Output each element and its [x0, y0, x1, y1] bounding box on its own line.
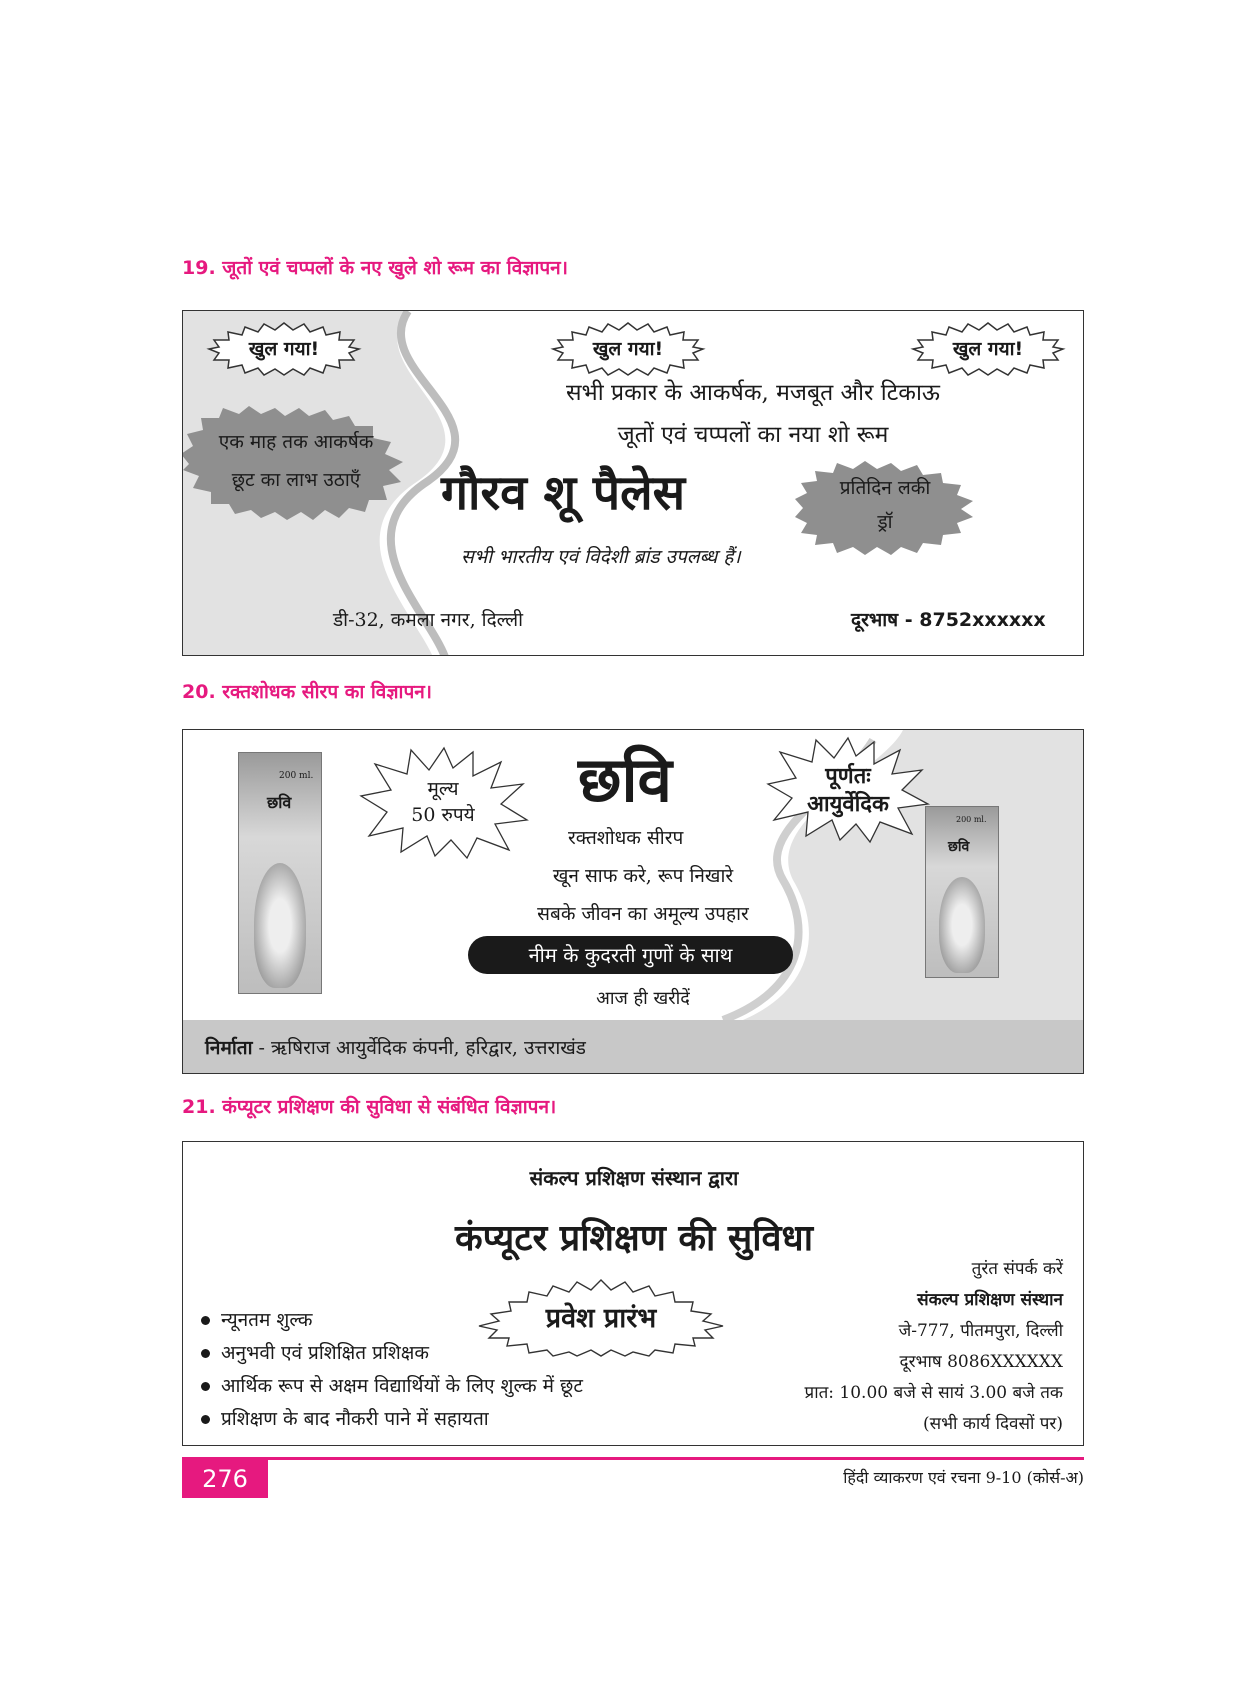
footer-rule: [182, 1457, 1084, 1460]
neem-pill: नीम के कुदरती गुणों के साथ: [468, 936, 793, 974]
opening-label: खुल गया!: [592, 338, 664, 360]
q19-heading: 19. जूतों एवं चप्पलों के नए खुले शो रूम का विज्ञापन।: [182, 257, 568, 279]
institute-byline: संकल्प प्रशिक्षण संस्थान द्वारा: [529, 1166, 739, 1190]
list-item: न्यूनतम शुल्क: [199, 1306, 583, 1339]
list-item: आर्थिक रूप से अक्षम विद्यार्थियों के लिए शुल्क में छूट: [199, 1372, 583, 1405]
shoe-ad-line1: सभी प्रकार के आकर्षक, मजबूत और टिकाऊ: [566, 380, 940, 406]
shoe-ad-phone: दूरभाष - 8752xxxxxx: [851, 609, 1046, 631]
admission-open: प्रवेश प्रारंभ: [545, 1303, 657, 1334]
syrup-bottle-image: 200 ml. छवि: [238, 752, 322, 994]
syrup-brand: छवि: [578, 743, 672, 816]
product-type: रक्तशोधक सीरप: [568, 827, 684, 849]
computer-training-ad: [182, 1141, 1084, 1446]
lucky-draw: प्रतिदिन लकी ड्रॉ: [839, 477, 931, 533]
syrup-line1: खून साफ करे, रूप निखारे: [552, 865, 734, 887]
q20-heading: 20. रक्तशोधक सीरप का विज्ञापन।: [182, 681, 432, 703]
syrup-line2: सबके जीवन का अमूल्य उपहार: [537, 903, 749, 925]
maker-info: निर्माता - ऋषिराज आयुर्वेदिक कंपनी, हरिद्वार, उत्तराखंड: [205, 1037, 586, 1059]
discount-offer: एक माह तक आकर्षक छूट का लाभ उठाएँ: [218, 431, 374, 491]
book-title: हिंदी व्याकरण एवं रचना 9-10 (कोर्स-अ): [843, 1468, 1084, 1487]
contact-info: तुरंत संपर्क करें संकल्प प्रशिक्षण संस्थान जे-777, पीतमपुरा, दिल्ली दूरभाष 8086XXXXXX प्रात: 10.00 बजे से सायं 3.00 बजे तक (सभी कार्य दिवसों पर): [804, 1259, 1063, 1434]
training-title: कंप्यूटर प्रशिक्षण की सुविधा: [454, 1218, 814, 1259]
list-item: प्रशिक्षण के बाद नौकरी पाने में सहायता: [199, 1405, 583, 1438]
shoe-ad-tagline: सभी भारतीय एवं विदेशी ब्रांड उपलब्ध हैं।: [461, 546, 741, 568]
page-number: 276: [182, 1460, 268, 1498]
ayurvedic-label: पूर्णतः आयुर्वेदिक: [807, 763, 889, 817]
brand-name: गौरव शू पैलेस: [441, 465, 686, 521]
price-label: मूल्य 50 रुपये: [411, 778, 475, 826]
shoe-ad-address: डी-32, कमला नगर, दिल्ली: [333, 609, 524, 631]
q21-heading: 21. कंप्यूटर प्रशिक्षण की सुविधा से संबंधित विज्ञापन।: [182, 1096, 557, 1118]
opening-label: खुल गया!: [248, 338, 320, 360]
buy-today: आज ही खरीदें: [596, 988, 690, 1009]
opening-label: खुल गया!: [952, 338, 1024, 360]
shoe-ad: [182, 310, 1084, 656]
syrup-ad: [182, 729, 1084, 1074]
shoe-ad-line2: जूतों एवं चप्पलों का नया शो रूम: [617, 422, 889, 448]
list-item: अनुभवी एवं प्रशिक्षित प्रशिक्षक: [199, 1339, 583, 1372]
syrup-bottle-image: 200 ml. छवि: [925, 806, 999, 978]
features-list: [199, 1306, 583, 1438]
